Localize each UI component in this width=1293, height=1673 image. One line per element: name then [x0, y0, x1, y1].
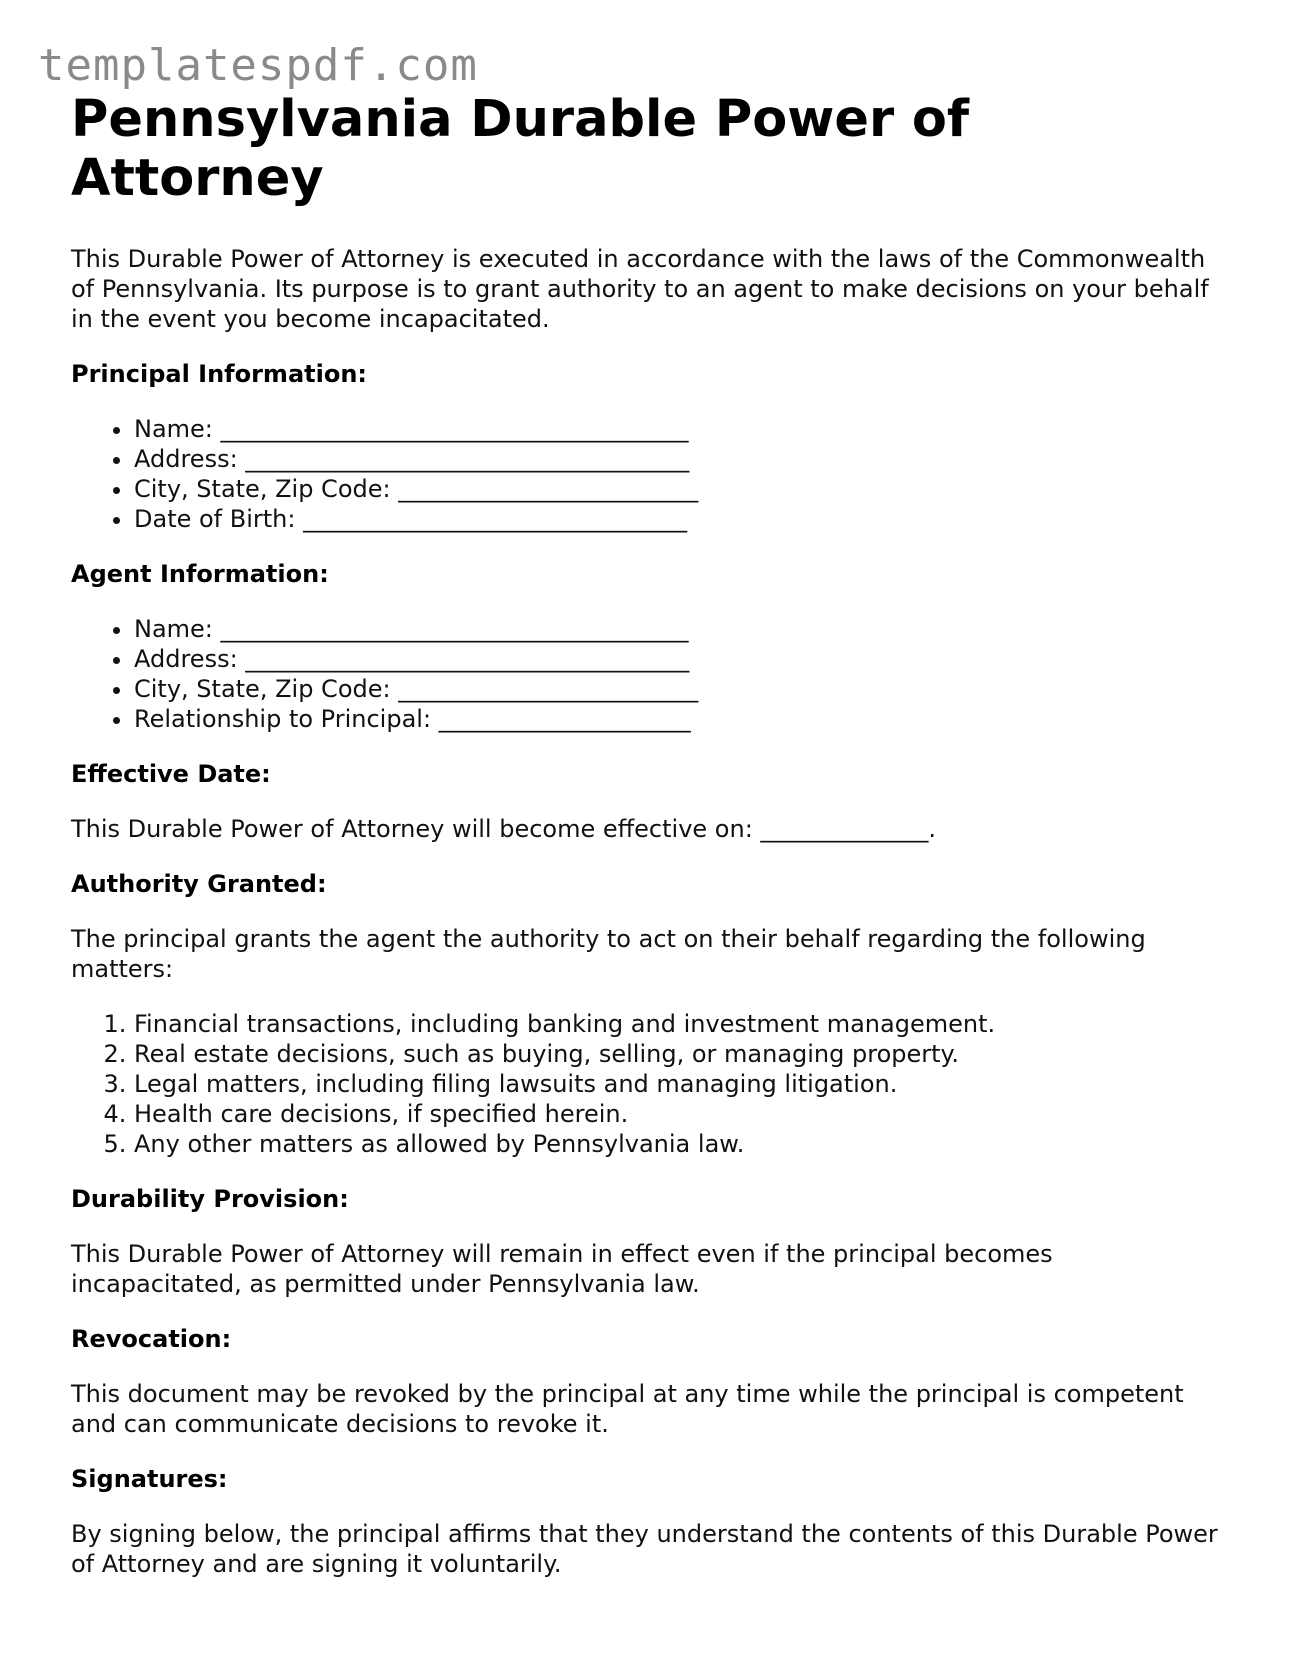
document-title: Pennsylvania Durable Power of Attorney	[71, 90, 970, 208]
authority-list	[71, 1009, 1231, 1159]
principal-heading: Principal Information:	[71, 360, 368, 388]
intro-paragraph: This Durable Power of Attorney is executed in accordance with the laws of the Commonwealth of Pennsylvania. Its purpose is to grant authority to an agent to make decisions on your behalf in the event you become incapacitated.	[71, 245, 1209, 333]
authority-item-other: 5. Any other matters as allowed by Pennsylvania law.	[134, 1129, 1231, 1159]
authority-heading: Authority Granted:	[71, 870, 327, 898]
durability-text: This Durable Power of Attorney will remain in effect even if the principal becomes incapacitated, as permitted under Pennsylvania law.	[71, 1240, 1053, 1298]
principal-address-field: • Address: _____________________________________	[134, 444, 1231, 474]
revocation-text: This document may be revoked by the principal at any time while the principal is competent and can communicate decisions to revoke it.	[71, 1380, 1184, 1438]
agent-relationship-field: • Relationship to Principal: _____________________	[134, 704, 1231, 734]
authority-item-financial: 1. Financial transactions, including banking and investment management.	[134, 1009, 1231, 1039]
principal-dob-field: • Date of Birth: ________________________________	[134, 504, 1231, 534]
authority-item-health-care: 4. Health care decisions, if specified herein.	[134, 1099, 1231, 1129]
agent-list	[71, 614, 1231, 734]
durability-heading: Durability Provision:	[71, 1185, 349, 1213]
principal-city-state-zip-field: • City, State, Zip Code: _________________________	[134, 474, 1231, 504]
principal-list	[71, 414, 1231, 534]
signatures-heading: Signatures:	[71, 1465, 228, 1493]
agent-city-state-zip-field: • City, State, Zip Code: _________________________	[134, 674, 1231, 704]
authority-text: The principal grants the agent the authority to act on their behalf regarding the following matters:	[71, 925, 1146, 983]
authority-item-legal: 3. Legal matters, including filing lawsuits and managing litigation.	[134, 1069, 1231, 1099]
agent-address-field: • Address: _____________________________________	[134, 644, 1231, 674]
principal-name-field: • Name: _______________________________________	[134, 414, 1231, 444]
authority-item-real-estate: 2. Real estate decisions, such as buying, selling, or managing property.	[134, 1039, 1231, 1069]
agent-name-field: • Name: _______________________________________	[134, 614, 1231, 644]
document-body	[71, 90, 1231, 1604]
agent-heading: Agent Information:	[71, 560, 329, 588]
watermark: templatespdf.com	[38, 40, 478, 91]
effective-date-heading: Effective Date:	[71, 760, 271, 788]
effective-date-text: This Durable Power of Attorney will become effective on: ______________.	[71, 815, 937, 843]
signatures-text: By signing below, the principal affirms that they understand the contents of this Durable Power of Attorney and are signing it voluntarily.	[71, 1520, 1218, 1578]
revocation-heading: Revocation:	[71, 1325, 232, 1353]
